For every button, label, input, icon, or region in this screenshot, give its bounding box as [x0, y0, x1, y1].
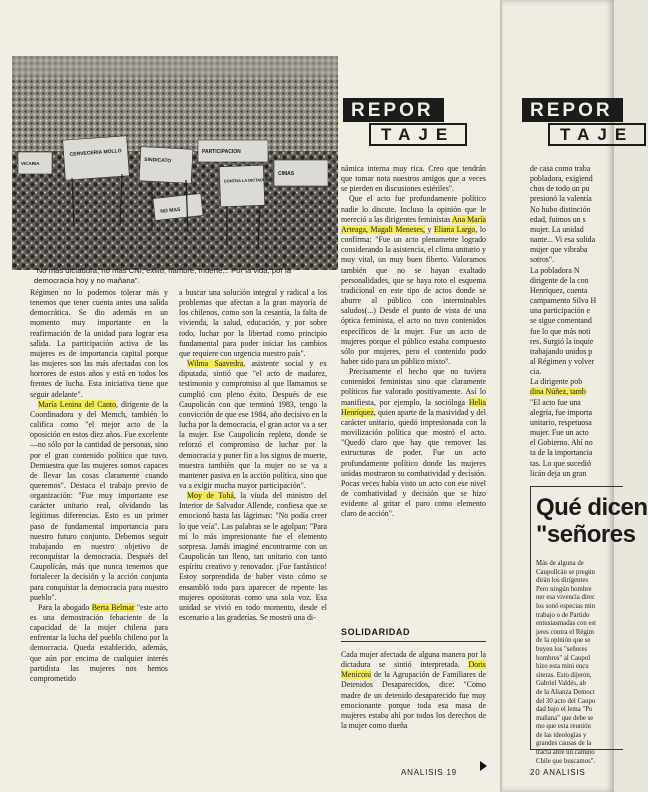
- right-page-line: La pobladora N: [530, 265, 580, 275]
- sidebar-text-line: Chile que buscamos".: [536, 757, 596, 765]
- text-run: y: [424, 224, 434, 234]
- right-page-line: dirigente de la con: [530, 275, 589, 285]
- text-run: de la Agrupación de Familiares de Detenidos Desaparecidos, dice: "Como madre de un detenido desaparecido fue muy emocionante porque toda esa masa de mujeres estaba ahí por todos los derechos de la mujer como dueña: [341, 670, 486, 731]
- sidebar-text-line: dirán los dirigentes: [536, 577, 589, 585]
- sidebar-text-line: mañana" que debe se: [536, 714, 594, 722]
- sidebar-text-line: dad bajo el lema "Po: [536, 706, 593, 714]
- right-page-line: trabajando unidos p: [530, 346, 593, 356]
- highlighted-name: Eliana Largo: [433, 224, 476, 234]
- text-run: a buscar una solución integral y radical a los problemas que afectan a la gran mayoría de los chilenos, como son la cesantía, la falta de vivienda, la salud, educación, y por sobre todo, luchar por la libertad como principio fundamental para poder iniciar los cambios que requiere con urgencia nuestro país".: [179, 288, 327, 358]
- right-page-line: mujer. La unidad: [530, 224, 584, 234]
- right-page-line: mujer que vibraba: [530, 245, 588, 255]
- sidebar-text-line: entusiasmadas con est: [536, 620, 597, 628]
- right-page-line: mujer. Fue un acto: [530, 428, 589, 438]
- right-page-line: La dirigente pob: [530, 377, 583, 387]
- sidebar-text-line: de la opinión que se: [536, 637, 591, 645]
- right-page-line: unitario, respetuosa: [530, 417, 592, 427]
- text-run: Precisamente el hecho que no tuviera contenidos feministas sino que claramente políticos fue valorado positivamente. Así lo manifiesta, por ejemplo, la socióloga: [341, 367, 486, 407]
- crowd-photo-illustration: [12, 56, 338, 270]
- sidebar-text-line: Gabriel Valdés, ab: [536, 680, 586, 688]
- right-page-line: ta de la importancia: [530, 448, 593, 458]
- logo-line-1: REPOR: [343, 98, 444, 122]
- right-page-line: campamento Silva H: [530, 296, 597, 306]
- logo-line-1-right: REPOR: [522, 98, 623, 122]
- highlighted-name: Berta Belmar: [91, 602, 135, 612]
- sidebar-text-line: Pero ningún hombre: [536, 585, 592, 593]
- article-column-3-continued: [341, 650, 486, 731]
- logo-line-2: TAJE: [369, 123, 467, 146]
- right-page-line: se sigue comentand: [530, 316, 592, 326]
- paragraph: [30, 400, 168, 603]
- subheading-rule: [341, 641, 486, 642]
- sidebar-text-line: grandes causas de la: [536, 740, 592, 748]
- banner-1: CERVECERIA MOLLO: [69, 148, 122, 158]
- text-run: Régimen no lo podemos tolerar más y tenemos que tener cuenta antes una salida democrática. Se dio además en un momento muy importante en la reafirmación de la unidad para lograr esa salida. La participación activa de las mujeres es de importancia capital porque las mujeres son las más afectadas con los horrores de estos años y está en todos los frentes de lucha. Esta iniciativa tiene que seguir adelante".: [30, 288, 168, 399]
- article-column-2: [179, 288, 327, 623]
- text-run: Cada mujer afectada de alguna manera por la dictadura se sintió interpretada.: [341, 650, 486, 670]
- right-page-line: edad, fuimos un s: [530, 214, 586, 224]
- banner-7: NO MAS: [160, 206, 181, 215]
- continue-arrow-icon: [480, 761, 487, 771]
- right-page-line: alegría, fue importa: [530, 407, 593, 417]
- article-column-1: [30, 288, 168, 684]
- text-run: , dirigente de la Coordinadora y del Memch, también lo califica como "el mejor acto de la oposición en estos diez años. Fue excelente —no sólo por la cantidad de personas, sino por el gran contenido político que tuvo. Demuestra que las mujeres somos capaces de llevar las cosas claramente cuando queremos". Destaca el trabajo previo de organización: "Fue muy importante ese carácter unitario real, olvidando las legítimas diferencias. Esto es un primer paso de fundamental importancia para nuestro futuro conjunto. Debemos seguir trabajando en nuestro objetivo de reconquistar la democracia. Después del Caupolicán, más que nunca tenemos que fortalecer la decisión y la acción conjunta para conquistar la democracia para nuestro pueblo".: [30, 399, 169, 602]
- paragraph: [341, 650, 486, 731]
- sidebar-text-line: buyen los "señores: [536, 645, 588, 653]
- right-page-line: No hubo distinción: [530, 204, 591, 214]
- article-column-3: [341, 164, 486, 519]
- page-folio-right: 20 ANALISIS: [530, 768, 586, 777]
- sidebar-text-line: de la Alianza Democr: [536, 688, 596, 696]
- right-page-column: [530, 164, 620, 479]
- banner-5: CIMAS: [278, 171, 295, 177]
- highlighted-name: Moy de Tohá: [187, 491, 234, 501]
- right-page-line: Henríquez, cuenta: [530, 285, 588, 295]
- right-page-line: al Régimen y volver: [530, 356, 595, 366]
- right-page-line: licán deja un gran: [530, 468, 587, 478]
- right-page-line: presionó la valentía: [530, 194, 592, 204]
- sidebar-box-text: [536, 560, 618, 766]
- right-page-line: tas. Lo que sucedió: [530, 458, 591, 468]
- text-run: , lo confirma: "Fue un acto plenamente logrado considerando la asistencia, el clima unitario y muy vital, un muy buen fiberto. Valoramos también que no se hayan exaltado personalidades, que se haya roto el esquema tradicional en este tipo de actos donde se aburre al público con interminables saludos(...) Desde el punto de vista de una óptica feminista, el acto no tuvo contenidos específicos de la mujer. Fue un acto de mujeres porque el público estaba compuesto sólo por mujeres, pero el contenido pudo haber sido para un público mixto".: [341, 224, 487, 366]
- reportaje-section-logo-right: [522, 98, 646, 146]
- right-page-line: una participación e: [530, 306, 591, 316]
- highlighted-name: Doris Meniconi: [341, 660, 486, 680]
- sidebar-text-line: de las ideologías y: [536, 731, 587, 739]
- sidebar-text-line: Más de alguna de: [536, 560, 584, 567]
- text-run: "este acto es una demostración fehaciente de la capacidad de la mujer chilena para enfrentar la lucha del pueblo chileno por la democracia. Queda establecido, además, que aún por encima de cualquier interés partidista las mujeres nos hemos comprometido: [30, 602, 168, 683]
- paragraph: [30, 288, 168, 400]
- text-run: , la viuda del ministro del Interior de Salvador Allende, confiesa que se emocionó hasta las lágrimas: "No podía creer lo que veía". Las palabras se le agolpan: "Para mí lo más impresionante fue el elemento sorpresa. Jamás imaginé encontrarme con un Caupolicán tan lleno, tan unitario con tanto espíritu creativo y renovador. ¡Fue fantástico! Estoy sorprendida de haber visto cómo se ensambló todo para aparecer de repente las mujeres opositoras como una sola voz. Esa unidad se vivió en todo momento, desde el escenario a las graderías. Se mostró una di-: [179, 491, 327, 622]
- sidebar-title-line: Qué dicen: [536, 494, 648, 521]
- paragraph: [179, 359, 327, 491]
- banner-4: CONTRA LA DICTADURA: [223, 176, 272, 184]
- reportaje-section-logo: [343, 98, 467, 146]
- right-page-line: pobladora, exigiend: [530, 174, 593, 184]
- text-run: námica interna muy rica. Creo que tendrán que tomar nota nuestros amigos que a veces se pierden en discusiones estériles".: [341, 164, 486, 194]
- right-page-line: fue lo que más noti: [530, 326, 591, 336]
- sidebar-text-line: tracta abre un camino: [536, 749, 595, 757]
- right-page-line: de casa como traba: [530, 164, 591, 173]
- right-page-line: cia.: [530, 367, 542, 377]
- photo-caption: "No más dictadura, no más CNI, exilio, hambre, muerte... Por la vida, por la democracia hoy y no mañana".: [34, 266, 292, 285]
- right-page-line: sotros".: [530, 255, 555, 265]
- text-run: Que el acto fue profundamente político nadie lo discute. Incluso la opinión que le mereció a las dirigentes feministas: [341, 194, 486, 224]
- text-run: , quien aparte de la masividad y del carácter unitario, quedó impresionada con la movilización política que mostró el acto. "Quedó claro que hay que remover las estructuras de poder. Fue un acto profundamente político donde las mujeres unidas mostraron su combatividad y decisión. Pocas veces había visto un acto con ese nivel de combatividad y decisión que se hizo evidente al gritar el paro como elemento claro de acción".: [341, 407, 486, 519]
- paragraph: [341, 367, 486, 519]
- text-run: Para la abogado: [38, 602, 92, 612]
- paragraph: [341, 194, 486, 367]
- sidebar-text-line: hombres" al Caupol: [536, 654, 591, 662]
- paragraph: [179, 288, 327, 359]
- page-folio-left: ANALISIS 19: [401, 768, 457, 777]
- sidebar-text-line: trabajo o de Partido: [536, 611, 590, 619]
- highlighted-name: Wilma Saavedra: [187, 359, 244, 369]
- highlighted-name: Helia Henríquez: [341, 397, 486, 417]
- sidebar-text-line: siteras. Esto dijeron,: [536, 671, 592, 679]
- sidebar-box-title: [536, 494, 648, 548]
- banner-6: VICARIA: [21, 161, 40, 166]
- highlighted-name: María Lenina del Canto: [38, 399, 117, 409]
- right-page-line: el Gobierno. Ahí no: [530, 438, 593, 448]
- sidebar-text-line: hizo esta mini encu: [536, 663, 589, 671]
- sidebar-text-line: del 30 acto del Caupo: [536, 697, 596, 705]
- subheading-solidaridad: SOLIDARIDAD: [341, 627, 411, 637]
- right-page-line: "El acto fue una: [530, 397, 581, 407]
- paragraph: [179, 491, 327, 623]
- text-run: , asistente social y ex diputada, sintió que "el acto de madurez, testimonio y compromiso al que llamamos se cumplió con pleno éxito. Después de ese Caupolicán con que terminó 1983, tengo la convicción de que ese 1984, año decisivo en la lucha por la democracia, el gran actor va a ser la mujer. Ese Caupolicán repleto, donde se reforzó el compromiso de luchar por la democracia y poner fin a los signos de muerte, muestra también que la mujer no se va a mantener pasiva en la acción política, sino que va a exigir mucha mayor participación".: [179, 359, 328, 490]
- banner-3: PARTICIPACION: [202, 149, 241, 155]
- right-page-line: res. Surgió la inquie: [530, 336, 594, 346]
- paragraph: [341, 164, 486, 194]
- sidebar-title-line: "señores: [536, 521, 636, 548]
- banner-2: SINDICATO: [144, 156, 172, 165]
- paragraph: [30, 603, 168, 684]
- sidebar-text-line: mo que esta reunión: [536, 723, 591, 731]
- logo-line-2-right: TAJE: [548, 123, 646, 146]
- sidebar-text-line: Caupolicán se pregun: [536, 568, 595, 576]
- right-page-line: dina Núñez, tamb: [530, 387, 586, 397]
- rally-photo: [12, 56, 338, 270]
- right-page-line: chos de todo un pu: [530, 184, 590, 194]
- sidebar-text-line: ner esa vivencia direc: [536, 594, 596, 602]
- sidebar-text-line: los sonó especias min: [536, 602, 596, 610]
- sidebar-text-line: jeres contra el Régim: [536, 628, 594, 636]
- highlighted-name: Ana María Arteaga, Magali Meneses,: [341, 214, 486, 234]
- right-page-line: nante... Vi esa solida: [530, 235, 596, 245]
